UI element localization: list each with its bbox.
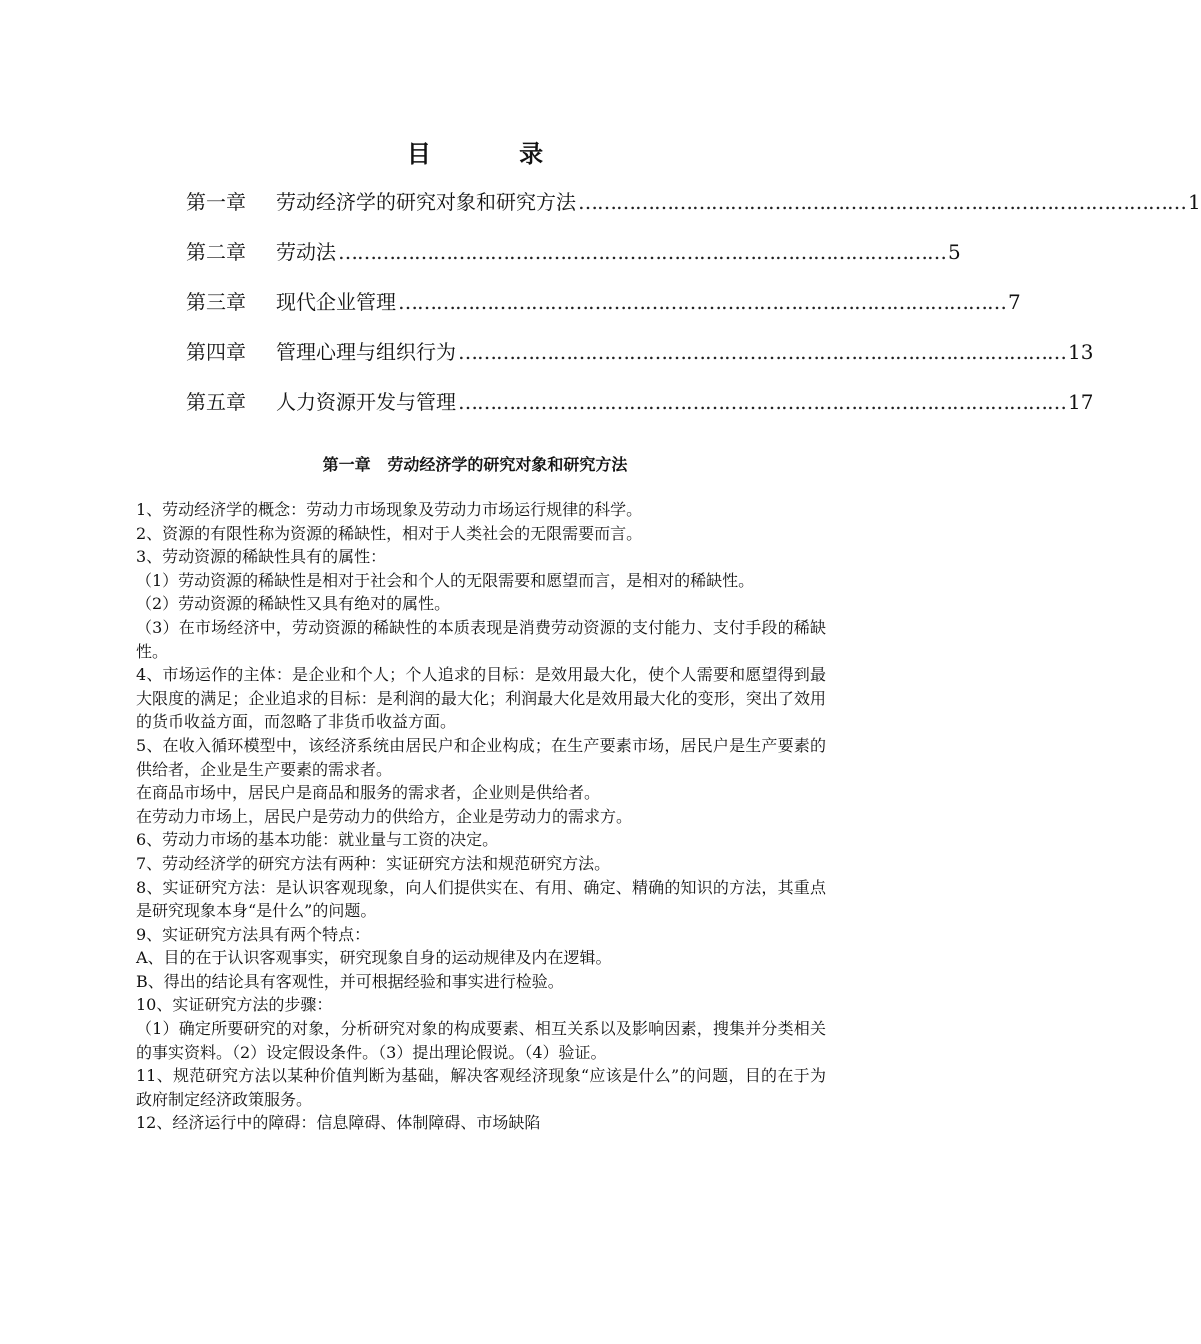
toc-page-number: 1	[1188, 190, 1201, 214]
paragraph: 在劳动力市场上，居民户是劳动力的供给方，企业是劳动力的需求方。	[136, 806, 633, 826]
toc-chapter: 第四章	[186, 340, 246, 364]
paragraph: 9、实证研究方法具有两个特点：	[136, 924, 371, 944]
toc-page-number: 5	[948, 240, 961, 264]
body-text	[136, 498, 826, 1135]
toc-entry[interactable]	[186, 336, 1094, 366]
toc-entry[interactable]	[186, 186, 1201, 216]
paragraph: 10、实证研究方法的步骤：	[136, 995, 333, 1015]
paragraph: 11、规范研究方法以某种价值判断为基础，解决客观经济现象“应该是什么”的问题，目的在于为政府制定经济政策服务。	[136, 1066, 826, 1109]
paragraph: 7、劳动经济学的研究方法有两种：实证研究方法和规范研究方法。	[136, 853, 611, 873]
toc-chapter-name: 人力资源开发与管理	[276, 390, 456, 414]
toc-chapter: 第一章	[186, 190, 246, 214]
toc-dot-leader: ……………………………………………………………………………………	[398, 290, 1006, 314]
section-chapter: 第一章	[322, 455, 371, 474]
paragraph: 4、市场运作的主体：是企业和个人；个人追求的目标：是效用最大化，使个人需要和愿望得到最大限度的满足；企业追求的目标：是利润的最大化；利润最大化是效用最大化的变形，突出了效用的货币收益方面，而忽略了非货币收益方面。	[136, 665, 826, 732]
toc-page-number: 17	[1068, 390, 1094, 414]
paragraph: B、得出的结论具有客观性，并可根据经验和事实进行检验。	[136, 971, 564, 991]
paragraph: A、目的在于认识客观事实，研究现象自身的运动规律及内在逻辑。	[136, 948, 612, 968]
paragraph: （3）在市场经济中，劳动资源的稀缺性的本质表现是消费劳动资源的支付能力、支付手段的稀缺性。	[136, 617, 826, 661]
toc-chapter-name: 现代企业管理	[276, 290, 396, 314]
section-title: 劳动经济学的研究对象和研究方法	[387, 455, 628, 474]
toc-entry[interactable]	[186, 236, 961, 266]
paragraph: 在商品市场中，居民户是商品和服务的需求者，企业则是供给者。	[136, 783, 601, 803]
section-heading	[0, 452, 950, 475]
toc-dot-leader: ……………………………………………………………………………………	[458, 340, 1066, 364]
toc-chapter: 第三章	[186, 290, 246, 314]
toc-page-number: 13	[1068, 340, 1094, 364]
toc-entry[interactable]	[186, 286, 1021, 316]
toc-dot-leader: ……………………………………………………………………………………	[578, 190, 1186, 214]
paragraph: （2）劳动资源的稀缺性又具有绝对的属性。	[136, 594, 451, 614]
paragraph: 8、实证研究方法：是认识客观现象，向人们提供实在、有用、确定、精确的知识的方法，其重点是研究现象本身“是什么”的问题。	[136, 877, 826, 921]
toc-chapter: 第五章	[186, 390, 246, 414]
paragraph: 5、在收入循环模型中，该经济系统由居民户和企业构成；在生产要素市场，居民户是生产要素的供给者，企业是生产要素的需求者。	[136, 735, 826, 779]
toc-entry[interactable]	[186, 386, 1094, 416]
paragraph: 6、劳动力市场的基本功能：就业量与工资的决定。	[136, 830, 499, 850]
toc-chapter: 第二章	[186, 240, 246, 264]
paragraph: 12、经济运行中的障碍：信息障碍、体制障碍、市场缺陷	[136, 1113, 541, 1133]
toc-chapter-name: 劳动经济学的研究对象和研究方法	[276, 190, 576, 214]
toc-dot-leader: ……………………………………………………………………………………	[338, 240, 946, 264]
paragraph: 2、资源的有限性称为资源的稀缺性，相对于人类社会的无限需要而言。	[136, 523, 643, 543]
paragraph: （1）确定所要研究的对象，分析研究对象的构成要素、相互关系以及影响因素，搜集并分类相关的事实资料。（2）设定假设条件。（3）提出理论假说。（4）验证。	[136, 1019, 826, 1062]
toc-dot-leader: ……………………………………………………………………………………	[458, 390, 1066, 414]
toc-page-number: 7	[1008, 290, 1021, 314]
paragraph: 1、劳动经济学的概念：劳动力市场现象及劳动力市场运行规律的科学。	[136, 500, 643, 519]
paragraph: 3、劳动资源的稀缺性具有的属性：	[136, 547, 387, 567]
toc-title: 目 录	[406, 139, 584, 168]
toc-chapter-name: 劳动法	[276, 240, 336, 264]
paragraph: （1）劳动资源的稀缺性是相对于社会和个人的无限需要和愿望而言，是相对的稀缺性。	[136, 570, 755, 590]
toc-chapter-name: 管理心理与组织行为	[276, 340, 456, 364]
